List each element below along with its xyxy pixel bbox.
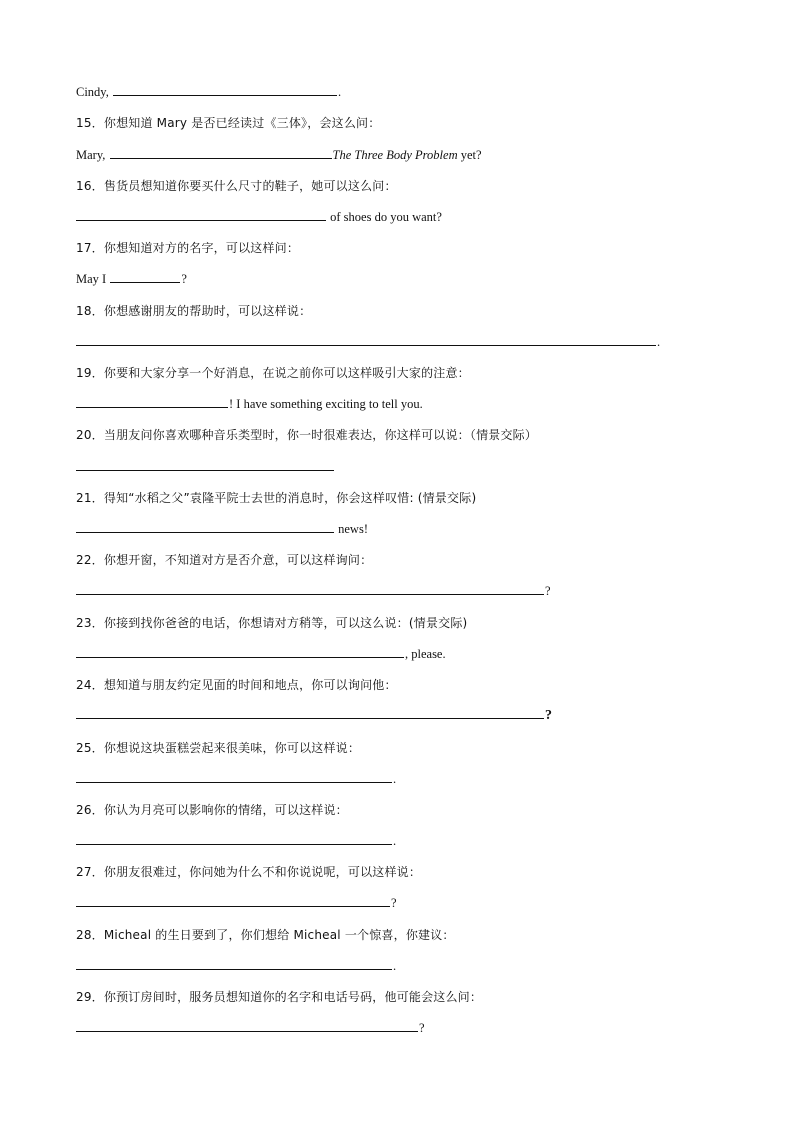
answer-line-18 [76,334,660,350]
answer-prefix: Cindy, [76,85,112,99]
answer-suffix: . [393,772,397,786]
answer-line-24 [76,707,552,724]
answer-blank[interactable] [76,209,326,221]
answer-suffix: ? [181,272,187,286]
answer-blank[interactable] [76,1020,418,1032]
question-25: 25．你想说这块蛋糕尝起来很美味，你可以这样说： [76,741,361,755]
answer-suffix: ? [545,708,552,723]
question-23: 23．你接到找你爸爸的电话，你想请对方稍等，可以这么说：(情景交际) [76,616,468,630]
answer-suffix: yet? [457,148,482,162]
answer-prefix: May I [76,272,110,286]
answer-prefix: Mary, [76,148,109,162]
question-19: 19．你要和大家分享一个好消息，在说之前你可以这样吸引大家的注意： [76,366,470,380]
question-28: 28．Micheal 的生日要到了，你们想给 Micheal 一个惊喜，你建议： [76,928,455,942]
answer-line-23 [76,646,446,662]
answer-line-27 [76,895,397,911]
answer-line-26 [76,833,396,849]
answer-blank[interactable] [113,84,337,96]
answer-suffix: , please. [405,647,446,661]
answer-line-15 [76,147,482,163]
answer-suffix: ! I have something exciting to tell you. [229,397,423,411]
answer-blank[interactable] [76,334,656,346]
answer-line-21 [76,521,368,537]
answer-blank[interactable] [110,147,332,159]
answer-suffix: . [657,335,661,349]
answer-blank[interactable] [76,459,334,471]
answer-blank[interactable] [76,958,392,970]
answer-blank[interactable] [110,271,180,283]
question-26: 26．你认为月亮可以影响你的情绪，可以这样说： [76,803,348,817]
answer-blank[interactable] [76,707,544,719]
question-29: 29．你预订房间时，服务员想知道你的名字和电话号码，他可能会这么问： [76,990,483,1004]
answer-line-25 [76,771,396,787]
answer-blank[interactable] [76,895,390,907]
answer-blank[interactable] [76,583,544,595]
answer-suffix: ? [391,896,397,910]
answer-blank[interactable] [76,833,392,845]
question-15: 15．你想知道 Mary 是否已经读过《三体》，会这么问： [76,116,381,130]
answer-line-29 [76,1020,425,1036]
answer-line-19 [76,396,423,412]
question-24: 24．想知道与朋友约定见面的时间和地点，你可以询问他： [76,678,397,692]
answer-suffix: ? [419,1021,425,1035]
answer-line-17 [76,271,187,287]
question-20: 20．当朋友问你喜欢哪种音乐类型时，你一时很难表达，你这样可以说：（情景交际） [76,428,538,442]
answer-line-16 [76,209,442,225]
question-22: 22．你想开窗，不知道对方是否介意，可以这样询问： [76,553,373,567]
answer-suffix: news! [335,522,368,536]
answer-suffix: . [393,959,397,973]
answer-suffix: . [338,85,342,99]
answer-line-22 [76,583,551,599]
answer-suffix: ? [545,584,551,598]
question-17: 17．你想知道对方的名字，可以这样问： [76,241,300,255]
book-title: The Three Body Problem [332,148,458,162]
question-18: 18．你想感谢朋友的帮助时，可以这样说： [76,304,312,318]
answer-blank[interactable] [76,521,334,533]
question-27: 27．你朋友很难过，你问她为什么不和你说说呢，可以这样说： [76,865,422,879]
answer-line-20 [76,459,335,475]
answer-blank[interactable] [76,771,392,783]
answer-line-14 [76,84,341,100]
question-16: 16．售货员想知道你要买什么尺寸的鞋子，她可以这么问： [76,179,397,193]
answer-suffix: . [393,834,397,848]
answer-line-28 [76,958,396,974]
answer-blank[interactable] [76,646,404,658]
question-21: 21．得知“水稻之父”袁隆平院士去世的消息时，你会这样叹惜: (情景交际) [76,491,477,505]
answer-suffix: of shoes do you want? [327,210,442,224]
answer-blank[interactable] [76,396,228,408]
